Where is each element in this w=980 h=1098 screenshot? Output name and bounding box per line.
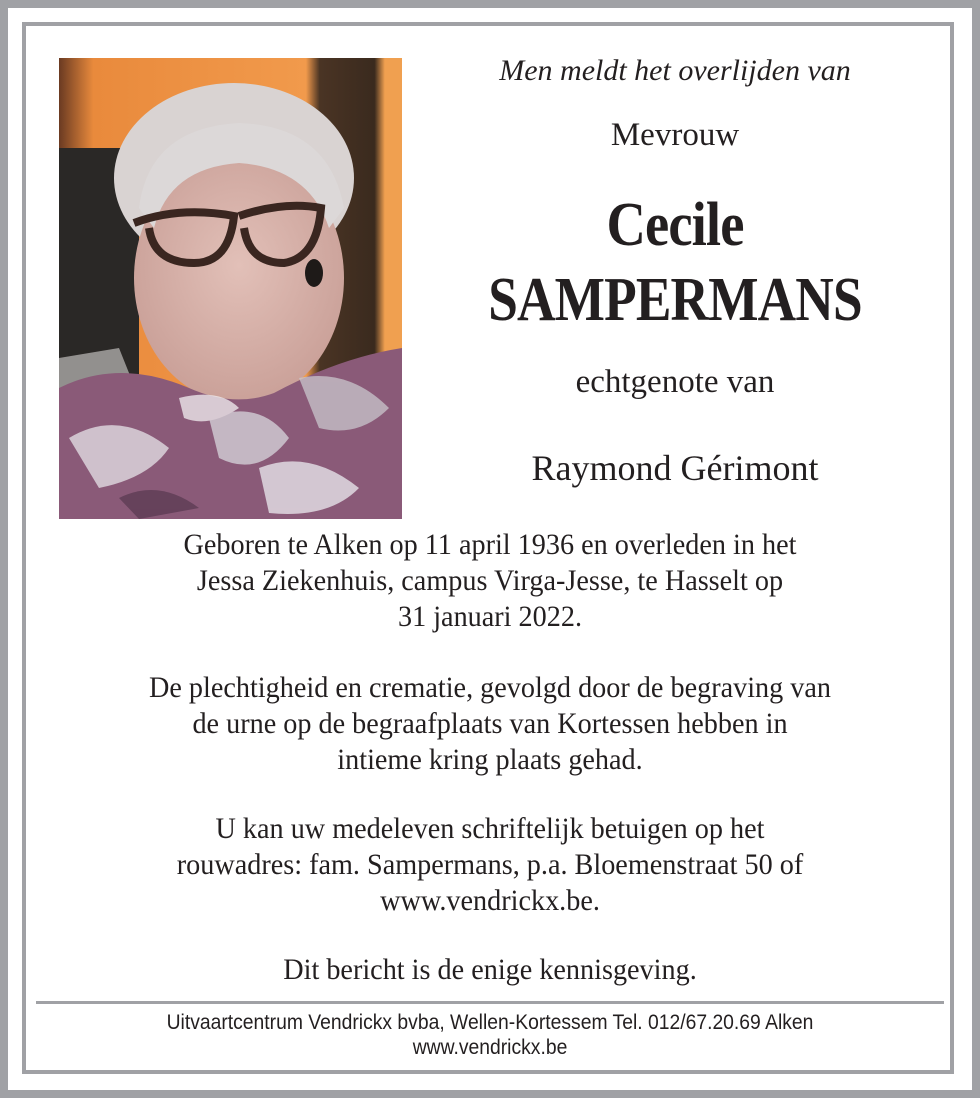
paragraph-sole-notice <box>67 952 913 988</box>
funeral-home-info: Uitvaartcentrum Vendrickx bvba, Wellen-Kortessem Tel. 012/67.20.69 Alken <box>166 1011 814 1034</box>
intro-line: Men meldt het overlijden van <box>499 54 851 87</box>
paragraph-line: Jessa Ziekenhuis, campus Virga-Jesse, te Hasselt op <box>196 564 784 597</box>
honorific: Mevrouw <box>610 117 740 153</box>
paragraph-line: www.vendrickx.be. <box>380 884 600 917</box>
portrait-photo <box>59 58 402 519</box>
spouse-name: Raymond Gérimont <box>531 448 819 488</box>
funeral-home-footer <box>72 1010 907 1060</box>
relation-line: echtgenote van <box>575 364 775 400</box>
paragraph-condolences <box>67 811 913 919</box>
paragraph-line: 31 januari 2022. <box>397 600 583 633</box>
paragraph-line: De plechtigheid en crematie, gevolgd door de begraving van <box>148 671 832 704</box>
paragraph-line: Dit bericht is de enige kennisgeving. <box>283 953 697 986</box>
paragraph-ceremony <box>67 670 913 778</box>
paragraph-birth-death <box>67 527 913 635</box>
footer-divider <box>36 1001 944 1004</box>
funeral-home-website: www.vendrickx.be <box>412 1036 568 1059</box>
deceased-first-name: Cecile <box>606 191 744 259</box>
paragraph-line: intieme kring plaats gehad. <box>337 743 643 776</box>
paragraph-line: U kan uw medeleven schriftelijk betuigen op het <box>215 812 765 845</box>
paragraph-line: rouwadres: fam. Sampermans, p.a. Bloemenstraat 50 of <box>176 848 804 881</box>
deceased-last-name: SAMPERMANS <box>488 266 862 334</box>
paragraph-line: de urne op de begraafplaats van Kortessen hebben in <box>192 707 788 740</box>
paragraph-line: Geboren te Alken op 11 april 1936 en overleden in het <box>183 528 797 561</box>
